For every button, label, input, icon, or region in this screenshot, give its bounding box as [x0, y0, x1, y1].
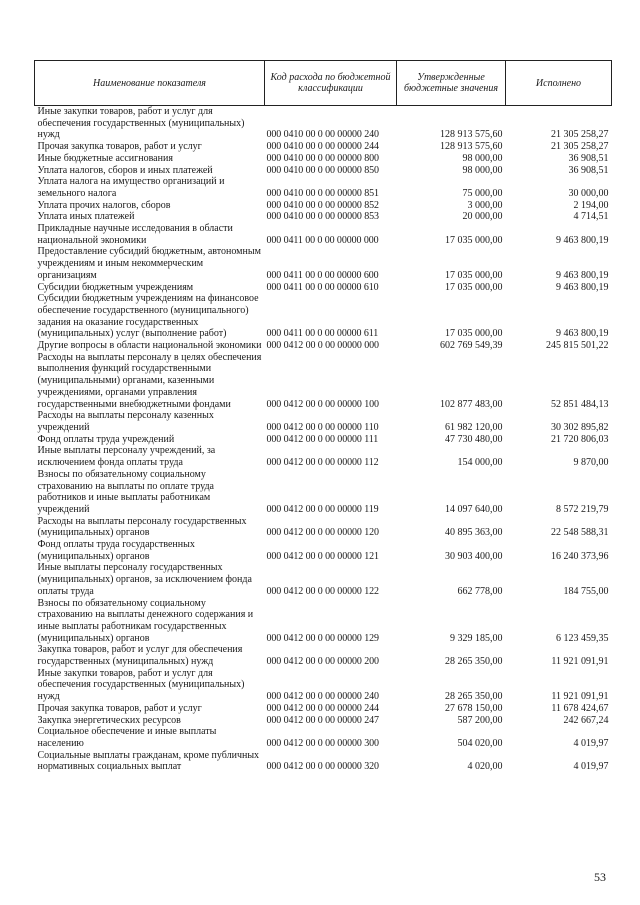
expense-code-cell: 000 0411 00 0 00 00000 000 — [266, 234, 379, 246]
expense-code-cell: 000 0412 00 0 00 00000 247 — [266, 714, 379, 726]
table-row — [35, 750, 612, 773]
indicator-name-cell: Прочая закупка товаров, работ и услуг — [37, 702, 202, 714]
indicator-name-cell: Иные закупки товаров, работ и услуг для обеспечения государственных (муниципальных) нужд — [37, 106, 245, 141]
approved-value-cell: 47 730 480,00 — [445, 433, 503, 445]
table-row — [35, 200, 612, 212]
approved-value-cell: 9 329 185,00 — [450, 632, 503, 644]
approved-value-cell: 128 913 575,60 — [440, 141, 503, 153]
approved-value-cell: 4 020,00 — [467, 761, 503, 773]
expense-code-cell: 000 0412 00 0 00 00000 119 — [266, 503, 379, 515]
table-row — [35, 106, 612, 142]
header-indicator-name: Наименование показателя — [35, 61, 265, 106]
indicator-name-cell: Расходы на выплаты персоналу в целях обеспечения выполнения функций государственными (муниципальными) органами, казенными учреждениями, органами управления государственными внебюджетными фондами — [37, 351, 262, 410]
approved-value-cell: 28 265 350,00 — [445, 691, 503, 703]
expense-code-cell: 000 0412 00 0 00 00000 121 — [266, 550, 379, 562]
table-row — [35, 703, 612, 715]
executed-value-cell: 16 240 373,96 — [551, 550, 609, 562]
executed-value-cell: 52 851 484,13 — [551, 398, 609, 410]
executed-value-cell: 22 548 588,31 — [551, 527, 609, 539]
indicator-name-cell: Субсидии бюджетным учреждениям — [37, 281, 194, 293]
indicator-name-cell: Иные бюджетные ассигнования — [37, 152, 173, 164]
executed-value-cell: 9 463 800,19 — [556, 281, 609, 293]
expense-code-cell: 000 0410 00 0 00 00000 853 — [266, 211, 379, 223]
indicator-name-cell: Закупка товаров, работ и услуг для обеспечения государственных (муниципальных) нужд — [37, 644, 243, 668]
expense-code-cell: 000 0410 00 0 00 00000 800 — [266, 152, 379, 164]
table-row — [35, 469, 612, 516]
expense-code-cell: 000 0411 00 0 00 00000 611 — [266, 328, 379, 340]
indicator-name-cell: Прикладные научные исследования в области национальной экономики — [37, 223, 233, 246]
executed-value-cell: 11 921 091,91 — [551, 691, 609, 703]
indicator-name-cell: Другие вопросы в области национальной экономики — [37, 340, 262, 352]
executed-value-cell: 11 678 424,67 — [551, 702, 609, 714]
page-number: 53 — [594, 870, 606, 884]
indicator-name-cell: Прочая закупка товаров, работ и услуг — [37, 141, 202, 153]
table-row — [35, 153, 612, 165]
table-row — [35, 445, 612, 468]
approved-value-cell: 154 000,00 — [457, 457, 503, 469]
approved-value-cell: 27 678 150,00 — [445, 702, 503, 714]
table-row — [35, 340, 612, 352]
expense-code-cell: 000 0412 00 0 00 00000 120 — [266, 527, 379, 539]
executed-value-cell: 2 194,00 — [573, 199, 609, 211]
expense-code-cell: 000 0412 00 0 00 00000 129 — [266, 632, 379, 644]
approved-value-cell: 61 982 120,00 — [445, 421, 503, 433]
table-row — [35, 223, 612, 246]
expense-code-cell: 000 0412 00 0 00 00000 244 — [266, 702, 379, 714]
table-row — [35, 434, 612, 446]
table-row — [35, 211, 612, 223]
expense-code-cell: 000 0412 00 0 00 00000 300 — [266, 737, 379, 749]
expense-code-cell: 000 0412 00 0 00 00000 240 — [266, 691, 379, 703]
executed-value-cell: 4 019,97 — [573, 737, 609, 749]
approved-value-cell: 17 035 000,00 — [445, 281, 503, 293]
expense-code-cell: 000 0412 00 0 00 00000 000 — [266, 340, 379, 352]
approved-value-cell: 3 000,00 — [467, 199, 503, 211]
indicator-name-cell: Уплата налога на имущество организаций и земельного налога — [37, 176, 225, 199]
indicator-name-cell: Социальное обеспечение и иные выплаты населению — [37, 726, 217, 749]
indicator-name-cell: Уплата налогов, сборов и иных платежей — [37, 164, 213, 176]
expense-code-cell: 000 0410 00 0 00 00000 240 — [266, 129, 379, 141]
header-approved-values: Утвержденные бюджетные значения — [397, 61, 506, 106]
approved-value-cell: 587 200,00 — [457, 714, 503, 726]
table-row — [35, 715, 612, 727]
indicator-name-cell: Расходы на выплаты персоналу государственных (муниципальных) органов — [37, 515, 247, 539]
expense-code-cell: 000 0411 00 0 00 00000 610 — [266, 281, 379, 293]
table-row — [35, 644, 612, 667]
approved-value-cell: 504 020,00 — [457, 737, 503, 749]
indicator-name-cell: Субсидии бюджетным учреждениям на финансовое обеспечение государственного (муниципального) задания на оказание государственных (муниципальных) услуг (выполнение работ) — [37, 293, 259, 340]
approved-value-cell: 98 000,00 — [462, 164, 503, 176]
expense-code-cell: 000 0412 00 0 00 00000 110 — [266, 421, 379, 433]
executed-value-cell: 245 815 501,22 — [546, 340, 609, 352]
table-row — [35, 410, 612, 433]
approved-value-cell: 30 903 400,00 — [445, 550, 503, 562]
approved-value-cell: 17 035 000,00 — [445, 234, 503, 246]
header-executed: Исполнено — [506, 61, 612, 106]
expense-code-cell: 000 0411 00 0 00 00000 600 — [266, 269, 379, 281]
executed-value-cell: 30 000,00 — [568, 187, 609, 199]
executed-value-cell: 30 302 895,82 — [551, 421, 609, 433]
expense-code-cell: 000 0410 00 0 00 00000 850 — [266, 164, 379, 176]
executed-value-cell: 9 463 800,19 — [556, 234, 609, 246]
table-row — [35, 246, 612, 281]
indicator-name-cell: Уплата прочих налогов, сборов — [37, 199, 171, 211]
approved-value-cell: 17 035 000,00 — [445, 269, 503, 281]
executed-value-cell: 36 908,51 — [568, 152, 609, 164]
executed-value-cell: 6 123 459,35 — [556, 632, 609, 644]
table-row — [35, 726, 612, 749]
table-row — [35, 141, 612, 153]
indicator-name-cell: Иные закупки товаров, работ и услуг для обеспечения государственных (муниципальных) нужд — [37, 667, 245, 703]
approved-value-cell: 98 000,00 — [462, 152, 503, 164]
executed-value-cell: 9 870,00 — [573, 457, 609, 469]
indicator-name-cell: Предоставление субсидий бюджетным, автономным учреждениям и иным некоммерческим организациям — [37, 246, 261, 281]
executed-value-cell: 242 667,24 — [563, 714, 609, 726]
approved-value-cell: 17 035 000,00 — [445, 328, 503, 340]
table-header — [35, 61, 612, 106]
executed-value-cell: 9 463 800,19 — [556, 328, 609, 340]
expense-code-cell: 000 0412 00 0 00 00000 200 — [266, 656, 379, 668]
table-row — [35, 176, 612, 199]
indicator-name-cell: Расходы на выплаты персоналу казенных учреждений — [37, 410, 214, 433]
executed-value-cell: 9 463 800,19 — [556, 269, 609, 281]
table-row — [35, 293, 612, 340]
indicator-name-cell: Взносы по обязательному социальному страхованию на выплаты по оплате труда работников и иные выплаты работникам учреждений — [37, 468, 214, 515]
table-row — [35, 668, 612, 703]
table-row — [35, 562, 612, 597]
approved-value-cell: 128 913 575,60 — [440, 129, 503, 141]
indicator-name-cell: Иные выплаты персоналу государственных (муниципальных) органов, за исключением фонда оплаты труда — [37, 562, 252, 597]
approved-value-cell: 102 877 483,00 — [440, 398, 503, 410]
expense-code-cell: 000 0412 00 0 00 00000 122 — [266, 585, 379, 597]
table-row — [35, 598, 612, 645]
indicator-name-cell: Закупка энергетических ресурсов — [37, 714, 181, 726]
expense-code-cell: 000 0412 00 0 00 00000 100 — [266, 398, 379, 410]
expense-code-cell: 000 0410 00 0 00 00000 244 — [266, 141, 379, 153]
executed-value-cell: 11 921 091,91 — [551, 656, 609, 668]
executed-value-cell: 21 305 258,27 — [551, 141, 609, 153]
executed-value-cell: 8 572 219,79 — [556, 503, 609, 515]
executed-value-cell: 184 755,00 — [563, 585, 609, 597]
approved-value-cell: 662 778,00 — [457, 585, 503, 597]
executed-value-cell: 4 714,51 — [573, 211, 609, 223]
expense-code-cell: 000 0412 00 0 00 00000 320 — [266, 761, 379, 773]
expense-code-cell: 000 0410 00 0 00 00000 851 — [266, 187, 379, 199]
executed-value-cell: 4 019,97 — [573, 761, 609, 773]
approved-value-cell: 40 895 363,00 — [445, 527, 503, 539]
table-body — [35, 106, 612, 774]
executed-value-cell: 21 305 258,27 — [551, 129, 609, 141]
approved-value-cell: 602 769 549,39 — [440, 340, 503, 352]
executed-value-cell: 36 908,51 — [568, 164, 609, 176]
table-row — [35, 539, 612, 562]
header-expense-code: Код расхода по бюджетной классификации — [265, 61, 397, 106]
indicator-name-cell: Фонд оплаты труда государственных (муниципальных) органов — [37, 539, 195, 562]
indicator-name-cell: Взносы по обязательному социальному страхованию на выплаты денежного содержания и иные выплаты работникам государственных (муниципальных) органов — [37, 597, 254, 644]
table-row — [35, 282, 612, 294]
table-row — [35, 352, 612, 411]
expense-code-cell: 000 0412 00 0 00 00000 111 — [266, 433, 379, 445]
approved-value-cell: 28 265 350,00 — [445, 656, 503, 668]
indicator-name-cell: Иные выплаты персоналу учреждений, за исключением фонда оплаты труда — [37, 445, 216, 469]
budget-execution-table — [34, 60, 612, 773]
approved-value-cell: 20 000,00 — [462, 211, 503, 223]
approved-value-cell: 75 000,00 — [462, 187, 503, 199]
indicator-name-cell: Социальные выплаты гражданам, кроме публичных нормативных социальных выплат — [37, 749, 260, 773]
indicator-name-cell: Уплата иных платежей — [37, 211, 135, 223]
expense-code-cell: 000 0412 00 0 00 00000 112 — [266, 457, 379, 469]
approved-value-cell: 14 097 640,00 — [445, 503, 503, 515]
table-row — [35, 516, 612, 539]
expense-code-cell: 000 0410 00 0 00 00000 852 — [266, 199, 379, 211]
indicator-name-cell: Фонд оплаты труда учреждений — [37, 433, 175, 445]
table-row — [35, 165, 612, 177]
executed-value-cell: 21 720 806,03 — [551, 433, 609, 445]
